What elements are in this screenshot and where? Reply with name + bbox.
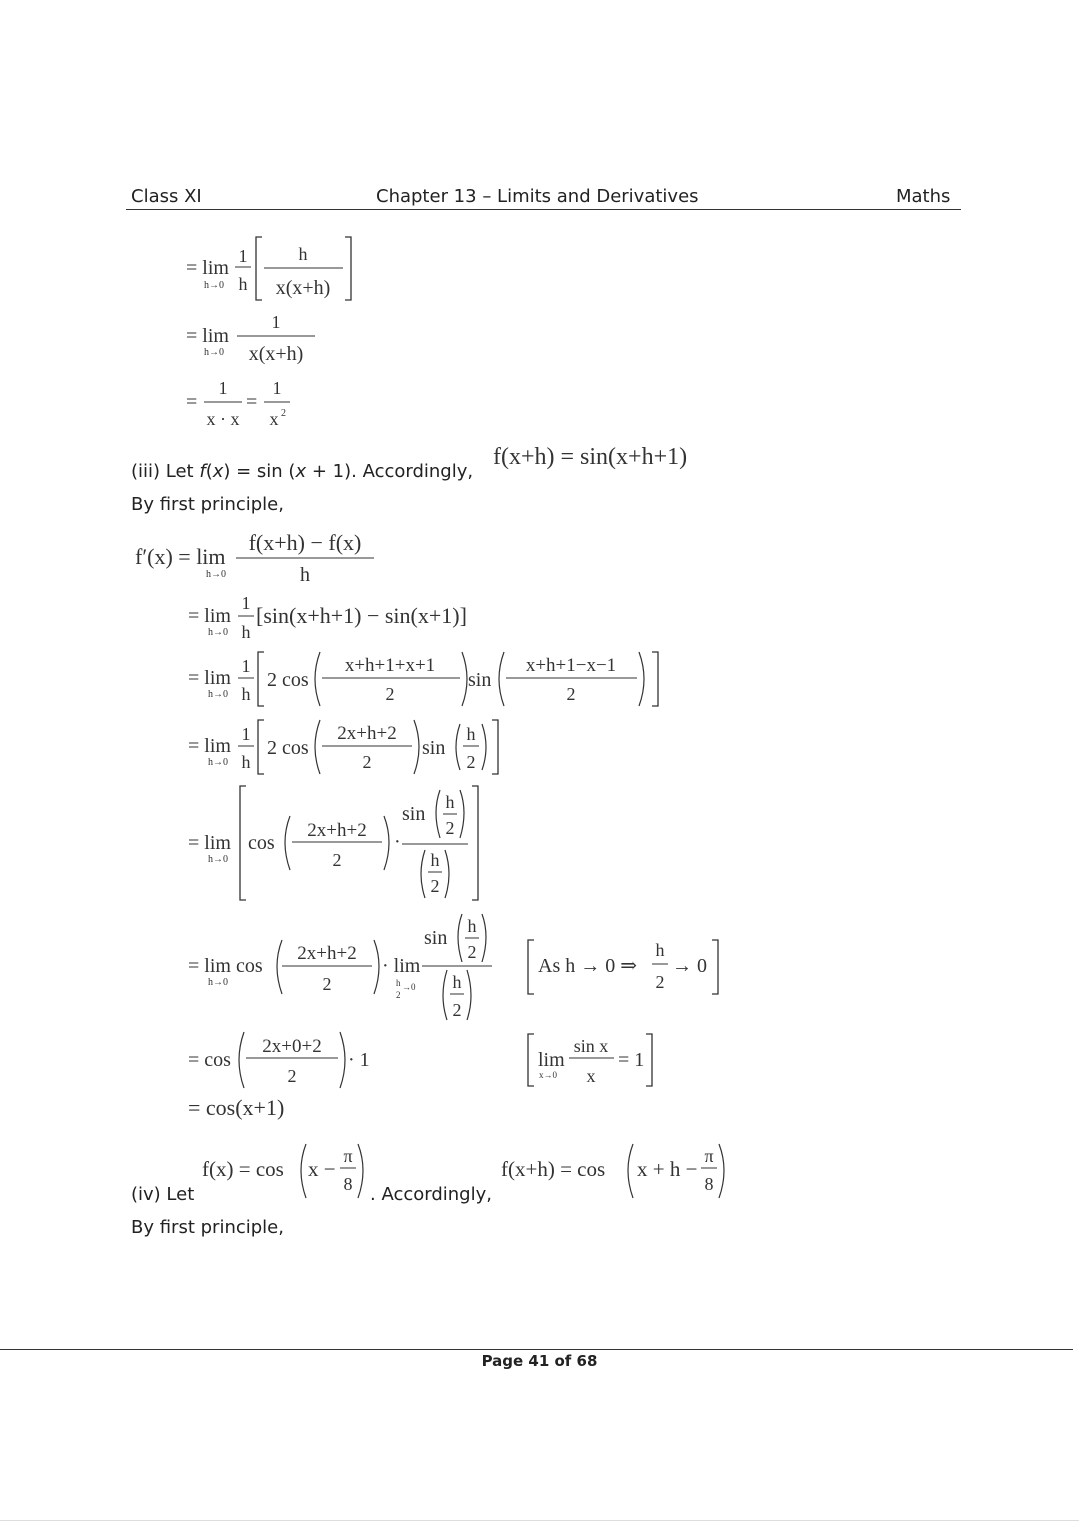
lim-text: = lim [186, 257, 229, 279]
math-step-2 [180, 310, 340, 370]
note-as: As h → 0 ⇒ [538, 955, 637, 977]
note-h: h [655, 940, 665, 960]
frac-num: 1 [218, 378, 228, 398]
sin-den: 2 [566, 684, 576, 704]
frac-num: 1 [238, 246, 248, 266]
frac-den: h [241, 684, 251, 704]
lim-sub: h→0 [204, 347, 224, 358]
frac-den: h [241, 752, 251, 772]
part-iii-fxh: f(x+h) = sin(x+h+1) [493, 444, 688, 470]
h-num: h [430, 850, 440, 870]
first-principle-text-2: By first principle, [131, 1217, 284, 1238]
frac-den: x · x [206, 409, 240, 429]
sin-num: h [466, 724, 476, 744]
part-iv-let: (iv) Let [131, 1184, 195, 1205]
eight: 8 [704, 1174, 714, 1194]
lim-sub: h→0 [208, 627, 228, 638]
header-rule [126, 209, 961, 210]
eq-sign: = [246, 391, 258, 413]
lim-sub: h→0 [208, 854, 228, 865]
inner-den: x(x+h) [275, 277, 331, 299]
part-iii-rest: ) = sin ( [223, 461, 296, 482]
header-chapter: Chapter 13 – Limits and Derivatives [376, 186, 699, 207]
part-iii-tail: + 1). Accordingly, [306, 461, 474, 482]
part-iii-x: x [212, 461, 224, 482]
sin-text: sin [468, 669, 492, 691]
lim-text: = lim [186, 325, 229, 347]
math-step-s2 [182, 648, 672, 710]
cos-num: 2x+h+2 [297, 943, 357, 964]
part-iii-paren: ( [205, 461, 213, 482]
fp-den: h [300, 564, 310, 586]
lim-sub: h→0 [208, 977, 228, 988]
lim-text: = lim [188, 735, 231, 757]
lim-sub: h→0 [208, 757, 228, 768]
part-iii-f: f [199, 461, 206, 482]
part-iii-prefix: (iii) Let [131, 461, 200, 482]
cos-num: 2x+h+2 [307, 820, 367, 841]
pi: π [343, 1146, 353, 1166]
pi: π [704, 1146, 714, 1166]
cos-text: 2 cos [267, 737, 309, 759]
frac-den: x [269, 409, 279, 429]
eq-sign: = [186, 391, 198, 413]
cos-den: 2 [332, 850, 342, 870]
h-num: h [467, 916, 477, 936]
note-num: sin x [573, 1036, 609, 1056]
fp-sub: h→0 [206, 569, 226, 580]
first-principle-text-1: By first principle, [131, 494, 284, 515]
two-den: 2 [467, 942, 477, 962]
cos-den: 2 [385, 684, 395, 704]
inner-num: h [298, 244, 308, 264]
sub-arrow: →0 [402, 982, 416, 992]
sin-text: sin [402, 803, 426, 825]
sin-num: x+h+1−x−1 [525, 655, 617, 676]
part-iv-accordingly: . Accordingly, [370, 1184, 492, 1205]
s1-body: [sin(x+h+1) − sin(x+1)] [256, 603, 467, 628]
math-iv-fx [198, 1140, 378, 1200]
lim-sub: h→0 [204, 280, 224, 291]
lim-text: = lim [188, 667, 231, 689]
sub-h: h [396, 978, 401, 988]
times-one: · 1 [348, 1049, 370, 1071]
header-subject: Maths [896, 186, 951, 207]
iv-in: x − [308, 1157, 336, 1181]
cos-num: 2x+h+2 [337, 723, 397, 744]
cos-den: 2 [287, 1066, 297, 1086]
math-step-s3 [182, 716, 512, 778]
cos-text: = cos [188, 1049, 231, 1071]
note-2: 2 [655, 972, 665, 992]
cos-den: 2 [362, 752, 372, 772]
h-num: h [452, 972, 462, 992]
math-step-s4 [182, 782, 492, 904]
math-iv-fxh [497, 1140, 737, 1200]
note-lim: lim [538, 1049, 565, 1071]
fp-num: f(x+h) − f(x) [248, 530, 362, 555]
frac-den: h [238, 274, 248, 294]
frac-den: h [241, 622, 251, 642]
iv-lhs: f(x) = cos [202, 1157, 284, 1181]
fp-lhs: f′(x) = lim [135, 544, 226, 569]
note-eq: = 1 [618, 1049, 645, 1071]
frac-num: 1 [271, 312, 281, 332]
cos-num: 2x+0+2 [262, 1036, 322, 1057]
cos-text: cos [248, 832, 275, 854]
frac-num: 1 [272, 378, 282, 398]
lim-sub: h→0 [208, 689, 228, 700]
two-den: 2 [430, 876, 440, 896]
two-den: 2 [445, 818, 455, 838]
lim-text: = lim [188, 605, 231, 627]
note-lim-sub: x→0 [539, 1070, 557, 1080]
sub-2: 2 [396, 990, 401, 1000]
eight: 8 [343, 1174, 353, 1194]
frac-num: 1 [241, 593, 251, 613]
superscript: 2 [281, 408, 286, 419]
frac-num: 1 [241, 656, 251, 676]
page-number: Page 41 of 68 [481, 1352, 598, 1370]
two-den: 2 [452, 1000, 462, 1020]
sin-text: sin [422, 737, 446, 759]
math-step-s6 [182, 1028, 662, 1092]
footer-rule [0, 1349, 1073, 1350]
cos-num: x+h+1+x+1 [344, 655, 436, 676]
cos-text: 2 cos [267, 669, 309, 691]
dot: · [394, 831, 401, 853]
sin-text: sin [424, 927, 448, 949]
cos-den: 2 [322, 974, 332, 994]
math-step-s1 [182, 592, 502, 642]
math-step-3 [180, 374, 310, 434]
dot-lim: · lim [382, 955, 421, 977]
h-num: h [445, 792, 455, 812]
iv-rhs: f(x+h) = cos [501, 1157, 606, 1181]
math-step-s7: = cos(x+1) [188, 1095, 285, 1120]
page-bottom-edge [0, 1520, 1079, 1521]
part-iii-x2: x [295, 461, 307, 482]
iv-rhs-in: x + h − [637, 1157, 698, 1181]
math-step-1 [180, 232, 380, 308]
lim-text: = lim [188, 832, 231, 854]
math-first-principle [130, 526, 390, 588]
lim-cos-text: = lim cos [188, 955, 263, 977]
frac-num: 1 [241, 724, 251, 744]
header-class: Class XI [131, 186, 202, 207]
part-iii-statement [131, 461, 473, 482]
frac-den: x(x+h) [248, 343, 304, 365]
note-arrow: → 0 [672, 955, 707, 977]
note-den: x [586, 1066, 596, 1086]
math-step-s5 [182, 906, 732, 1028]
sin-den: 2 [466, 752, 476, 772]
